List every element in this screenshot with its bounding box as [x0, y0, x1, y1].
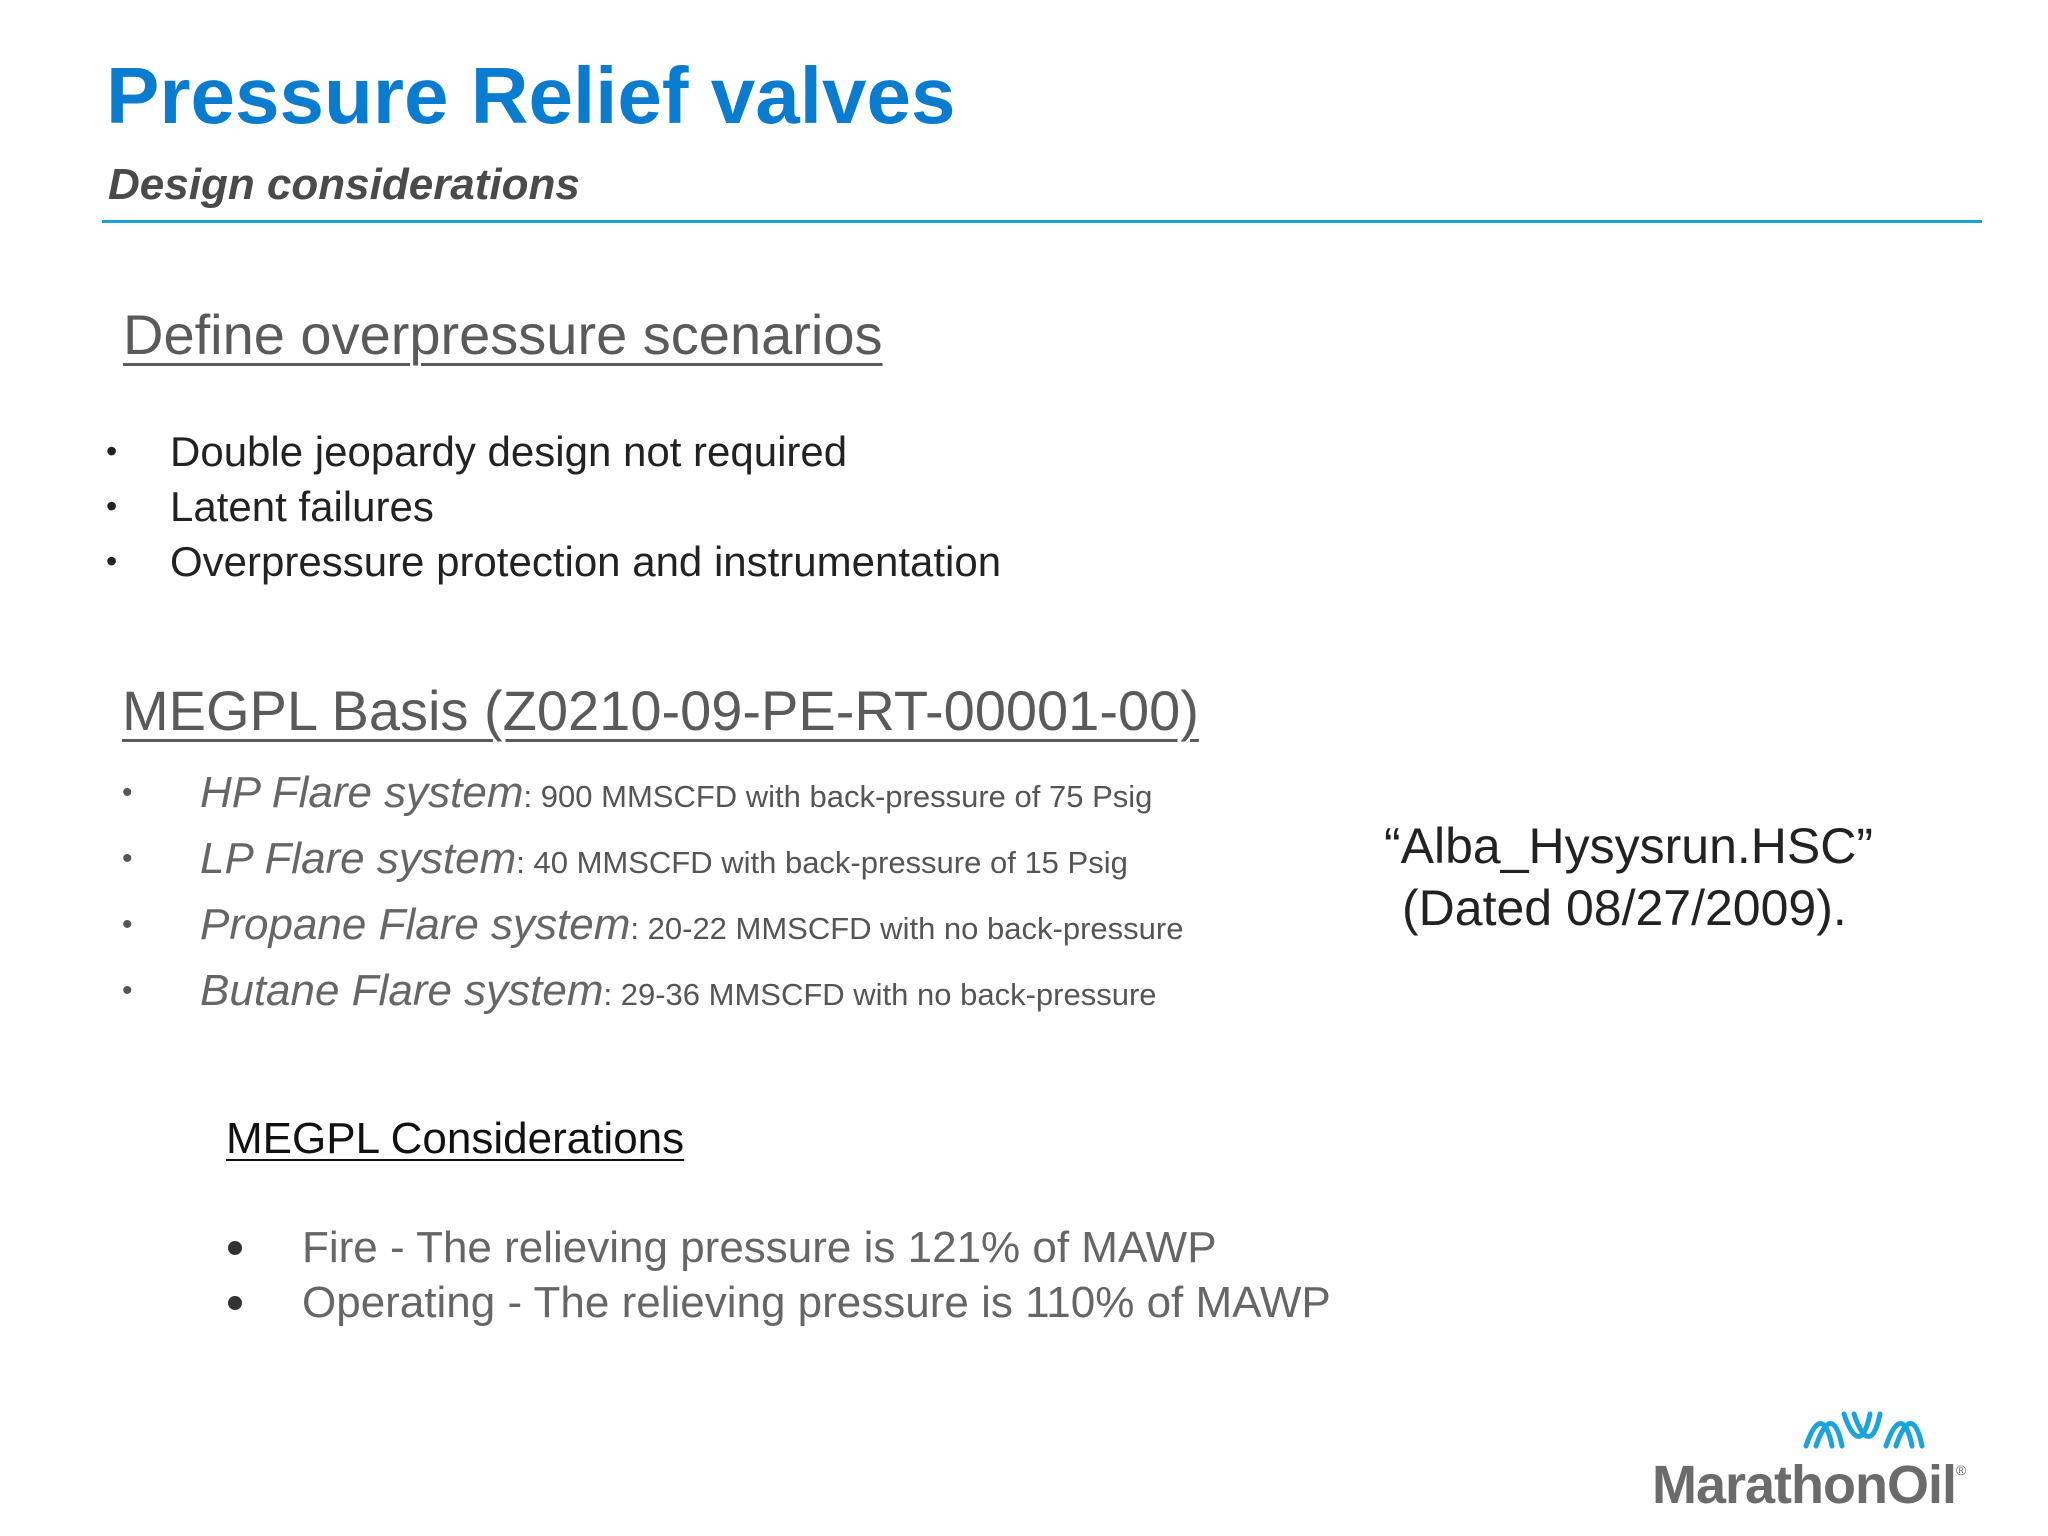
logo-wordmark [1652, 1454, 1965, 1516]
overpressure-heading: Define overpressure scenarios [123, 303, 883, 366]
list-item [118, 760, 1183, 826]
flare-system-detail: 20-22 MMSCFD with no back-pressure [647, 911, 1184, 946]
list-item-text: Operating - The relieving pressure is 110% of MAWP [302, 1278, 1331, 1327]
list-item-text: Latent failures [170, 483, 434, 530]
page-title: Pressure Relief valves [106, 51, 956, 140]
flare-system-separator: : [516, 845, 534, 880]
basis-heading: MEGPL Basis (Z0210-09-PE-RT-00001-00) [122, 679, 1199, 742]
list-item [118, 892, 1183, 958]
bullet-icon: • [122, 842, 133, 875]
reference-date: (Dated 08/27/2009). [1402, 880, 1847, 936]
list-item [106, 479, 1001, 534]
reference-note [1384, 815, 1873, 939]
list-item-text: Overpressure protection and instrumentation [170, 538, 1002, 585]
flare-systems-list [118, 760, 1183, 1024]
list-item [224, 1275, 1331, 1330]
list-item-text: Fire - The relieving pressure is 121% of MAWP [302, 1223, 1217, 1272]
flare-system-name: HP Flare system [200, 768, 524, 817]
bullet-icon: • [106, 488, 118, 524]
flare-system-name: LP Flare system [200, 834, 517, 883]
registered-mark: ® [1956, 1462, 1966, 1478]
page-subtitle: Design considerations [108, 160, 580, 209]
bullet-icon: • [106, 433, 118, 469]
list-item [106, 534, 1001, 589]
overpressure-list [106, 424, 1001, 589]
logo-text: MarathonOil [1652, 1455, 1957, 1515]
flare-system-separator: : [630, 911, 648, 946]
list-item [224, 1220, 1331, 1275]
flare-system-detail: 40 MMSCFD with back-pressure of 15 Psig [533, 845, 1128, 880]
flare-system-detail: 900 MMSCFD with back-pressure of 75 Psig [540, 779, 1153, 814]
considerations-list [224, 1220, 1331, 1330]
flare-system-separator: : [523, 779, 541, 814]
bullet-icon [228, 1241, 242, 1255]
flare-system-detail: 29-36 MMSCFD with no back-pressure [620, 977, 1157, 1012]
flare-system-name: Propane Flare system [200, 900, 631, 949]
title-divider [102, 220, 1982, 223]
flare-system-separator: : [603, 977, 621, 1012]
list-item [106, 424, 1001, 479]
bullet-icon: • [122, 908, 133, 941]
bullet-icon: • [122, 974, 133, 1007]
flare-system-name: Butane Flare system [200, 966, 604, 1015]
list-item-text: Double jeopardy design not required [170, 428, 848, 475]
considerations-heading: MEGPL Considerations [226, 1114, 685, 1163]
list-item [118, 826, 1183, 892]
list-item [118, 958, 1183, 1024]
marathon-oil-logo [1652, 1410, 1982, 1515]
reference-file: “Alba_Hysysrun.HSC” [1384, 818, 1874, 874]
bullet-icon: • [122, 776, 133, 809]
bullet-icon [228, 1296, 242, 1310]
bullet-icon: • [106, 543, 118, 579]
marathon-wave-icon [1802, 1410, 1930, 1450]
